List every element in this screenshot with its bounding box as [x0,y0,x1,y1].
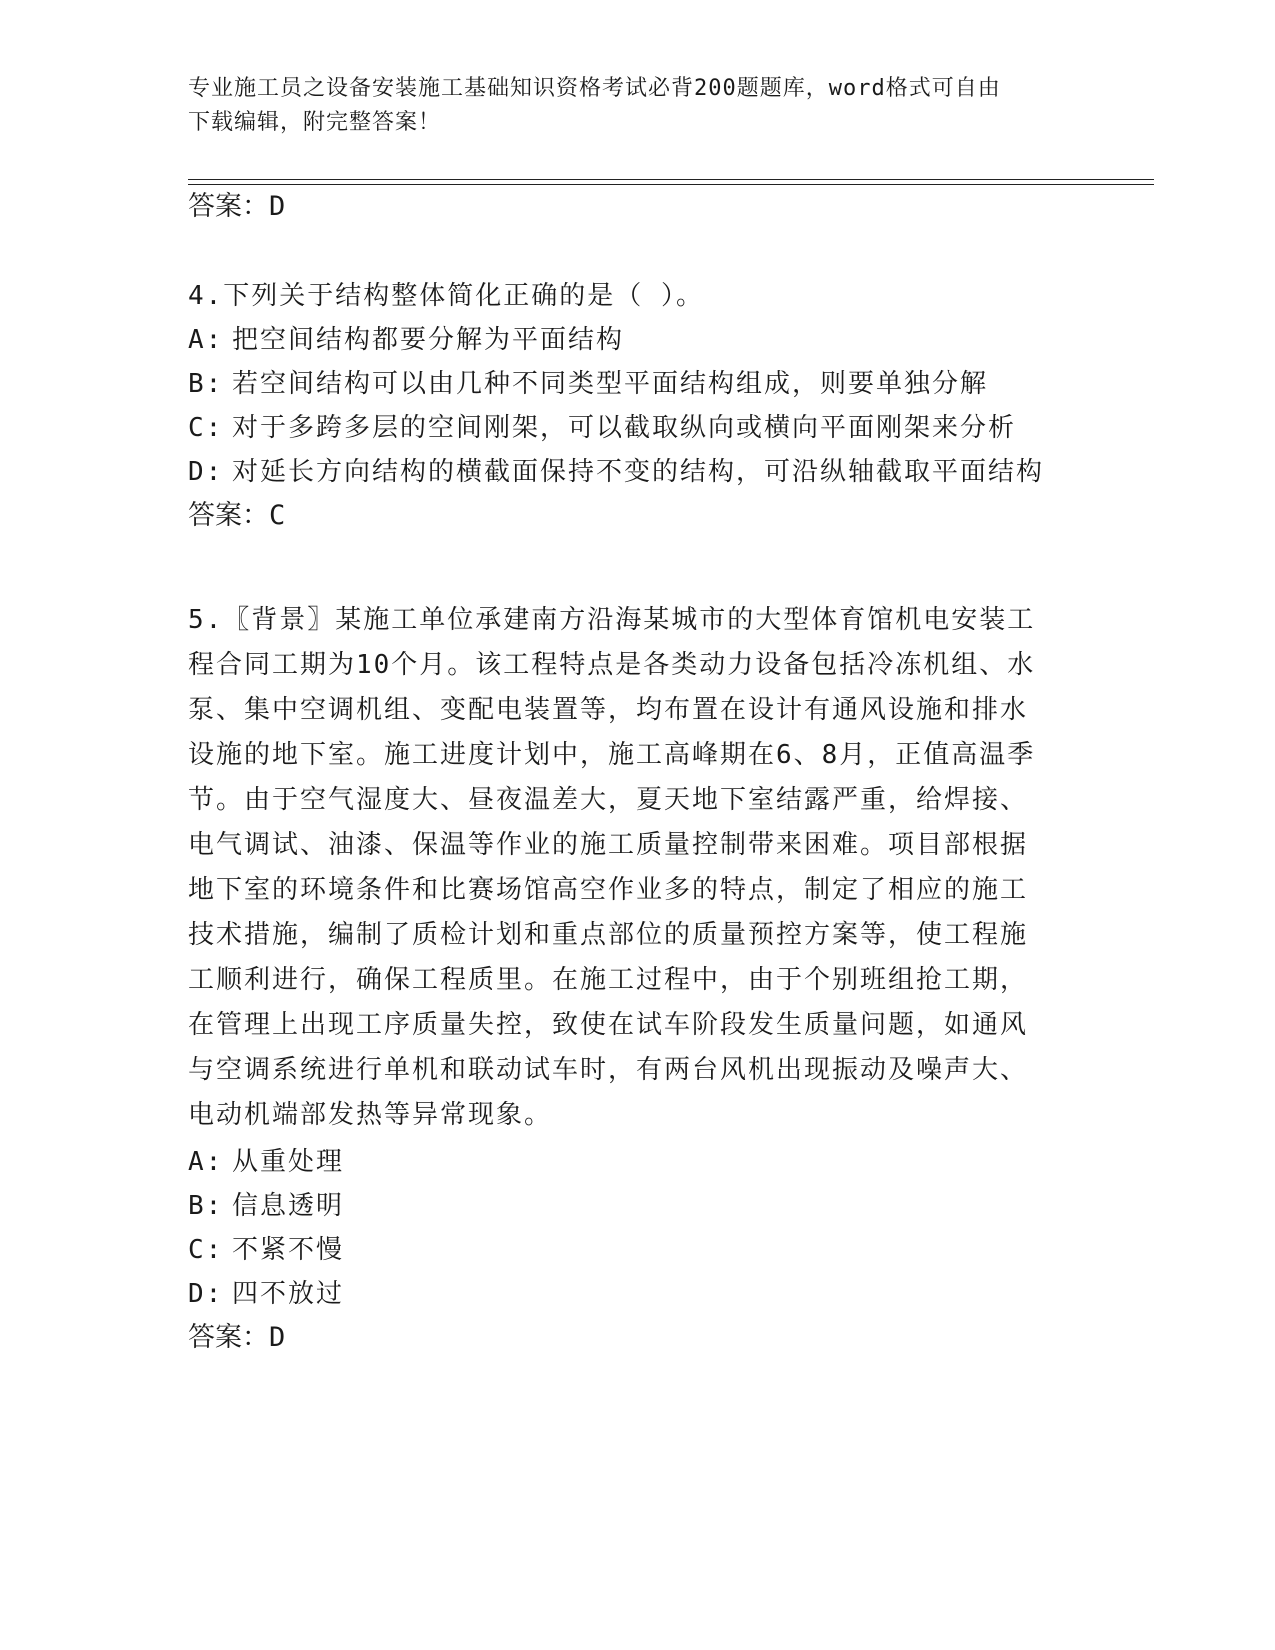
answer-value: D [269,1322,286,1353]
q4-option-a [188,318,624,362]
option-text: 把空间结构都要分解为平面结构 [232,325,625,355]
header-divider-top [188,179,1154,180]
q5-stem-line: 工顺利进行，确保工程质里。在施工过程中，由于个别班组抢工期， [188,965,1029,995]
q4-answer [188,498,285,534]
q5-option-a [188,1140,344,1184]
q5-stem [188,598,1068,1138]
answer-value: D [269,191,286,222]
header-line-2: 下载编辑，附完整答案！ [188,110,442,135]
answer-label: 答案： [188,1322,269,1353]
option-key: B: [188,1191,224,1221]
q5-stem-line: 5.〖背景〗某施工单位承建南方沿海某城市的大型体育馆机电安装工 [188,605,1036,635]
q4-stem: 4.下列关于结构整体简化正确的是（ ）。 [188,281,704,311]
option-text: 对延长方向结构的横截面保持不变的结构，可沿纵轴截取平面结构 [232,457,1045,487]
option-text: 对于多跨多层的空间刚架，可以截取纵向或横向平面刚架来分析 [232,413,1017,443]
answer-label: 答案： [188,500,269,531]
q4-option-d [188,450,1044,494]
q5-stem-line: 技术措施，编制了质检计划和重点部位的质量预控方案等，使工程施 [188,920,1029,950]
q5-stem-line: 地下室的环境条件和比赛场馆高空作业多的特点，制定了相应的施工 [188,875,1029,905]
q5-stem-line: 程合同工期为10个月。该工程特点是各类动力设备包括冷冻机组、水 [188,650,1036,680]
q4-option-b [188,362,988,406]
option-key: D: [188,1279,224,1309]
answer-value: C [269,500,286,531]
q5-answer [188,1320,285,1356]
document-header [188,72,1088,140]
q5-option-b [188,1184,344,1228]
q5-stem-line: 泵、集中空调机组、变配电装置等，均布置在设计有通风设施和排水 [188,695,1029,725]
q5-stem-line: 设施的地下室。施工进度计划中，施工高峰期在6、8月，正值高温季 [188,740,1036,770]
q5-stem-line: 电动机端部发热等异常现象。 [188,1100,553,1130]
option-key: D: [188,457,224,487]
q5-stem-line: 节。由于空气湿度大、昼夜温差大，夏天地下室结露严重，给焊接、 [188,785,1029,815]
option-key: A: [188,1147,224,1177]
q5-stem-line: 电气调试、油漆、保温等作业的施工质量控制带来困难。项目部根据 [188,830,1029,860]
option-text: 若空间结构可以由几种不同类型平面结构组成，则要单独分解 [232,369,989,399]
header-line-1: 专业施工员之设备安装施工基础知识资格考试必背200题题库，word格式可自由 [188,76,1001,101]
option-key: A: [188,325,224,355]
q5-stem-line: 在管理上出现工序质量失控，致使在试车阶段发生质量问题，如通风 [188,1010,1029,1040]
q4-option-c [188,406,1016,450]
answer-label: 答案： [188,191,269,222]
option-text: 不紧不慢 [232,1235,345,1265]
option-text: 信息透明 [232,1191,345,1221]
option-key: C: [188,413,224,443]
header-divider-bottom [188,184,1154,185]
q5-option-c [188,1228,344,1272]
option-key: C: [188,1235,224,1265]
q3-answer [188,189,285,225]
q5-stem-line: 与空调系统进行单机和联动试车时，有两台风机出现振动及噪声大、 [188,1055,1029,1085]
q5-option-d [188,1272,344,1316]
option-key: B: [188,369,224,399]
option-text: 四不放过 [232,1279,345,1309]
option-text: 从重处理 [232,1147,345,1177]
